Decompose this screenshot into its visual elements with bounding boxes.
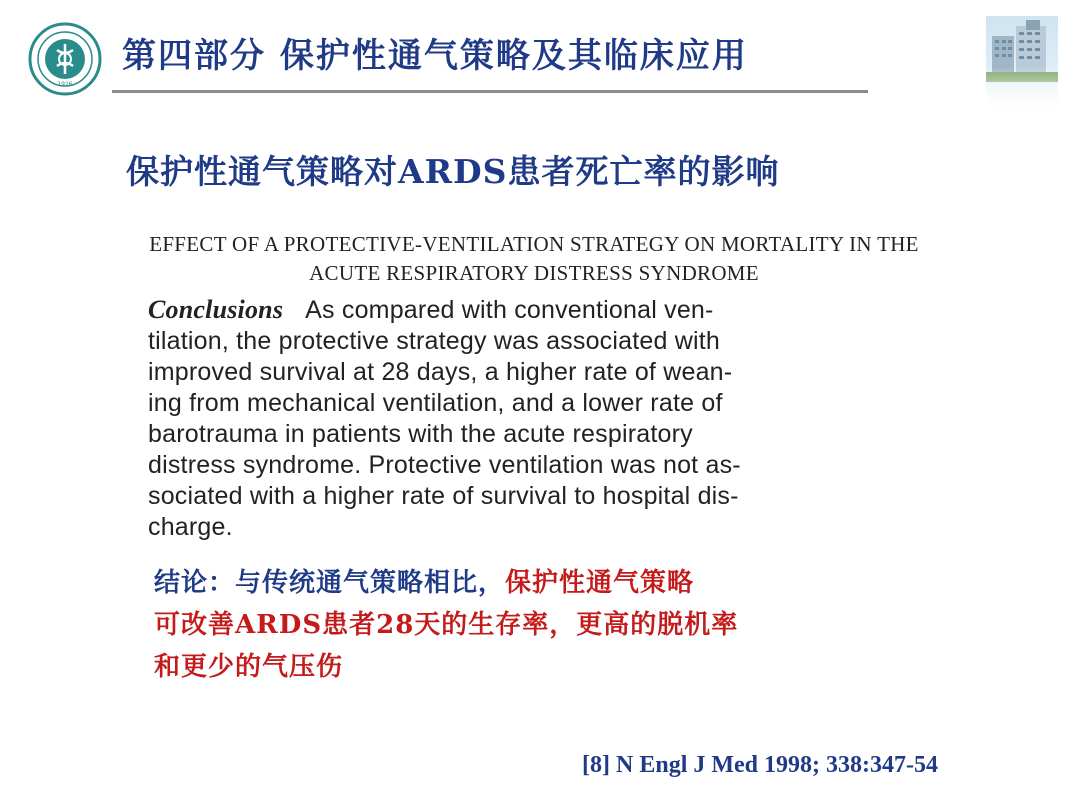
conclusions-paragraph bbox=[148, 294, 876, 543]
conclusions-line-3: improved survival at 28 days, a higher rate of wean- bbox=[148, 358, 733, 386]
section-title: 第四部分 保护性通气策略及其临床应用 bbox=[122, 36, 748, 76]
title-divider bbox=[112, 90, 868, 93]
article-excerpt bbox=[136, 224, 932, 544]
article-title-line-1: EFFECT OF A PROTECTIVE-VENTILATION STRATEGY ON MORTALITY IN THE bbox=[149, 232, 919, 256]
conclusion-emphasis-2: 可改善ARDS患者28天的生存率，更高的脱机率 bbox=[154, 610, 739, 640]
conclusions-line-6: distress syndrome. Protective ventilation was not as- bbox=[148, 451, 741, 479]
slide-heading: 保护性通气策略对ARDS患者死亡率的影响 bbox=[126, 152, 780, 191]
reference-citation: [8] N Engl J Med 1998; 338:347-54 bbox=[582, 752, 938, 778]
conclusions-line-5: barotrauma in patients with the acute respiratory bbox=[148, 420, 693, 448]
conclusion-emphasis-1: 保护性通气策略 bbox=[505, 568, 695, 598]
conclusions-line-4: ing from mechanical ventilation, and a lower rate of bbox=[148, 389, 723, 417]
conclusions-line-1: As compared with conventional ven- bbox=[305, 296, 714, 324]
conclusions-label: Conclusions bbox=[148, 295, 284, 324]
article-title-line-2: ACUTE RESPIRATORY DISTRESS SYNDROME bbox=[309, 261, 759, 285]
conclusion-lead-text: 结论：与传统通气策略相比， bbox=[154, 568, 506, 598]
conclusion-emphasis-3: 和更少的气压伤 bbox=[154, 652, 344, 682]
conclusions-line-8: charge. bbox=[148, 513, 233, 541]
logo-year: 1926 bbox=[57, 81, 73, 88]
university-seal-logo bbox=[28, 22, 102, 96]
conclusions-line-7: sociated with a higher rate of survival to hospital dis- bbox=[148, 482, 739, 510]
chinese-conclusion bbox=[154, 562, 914, 688]
article-title bbox=[136, 230, 932, 288]
hospital-building-image bbox=[986, 16, 1058, 108]
conclusions-line-2: tilation, the protective strategy was associated with bbox=[148, 327, 720, 355]
